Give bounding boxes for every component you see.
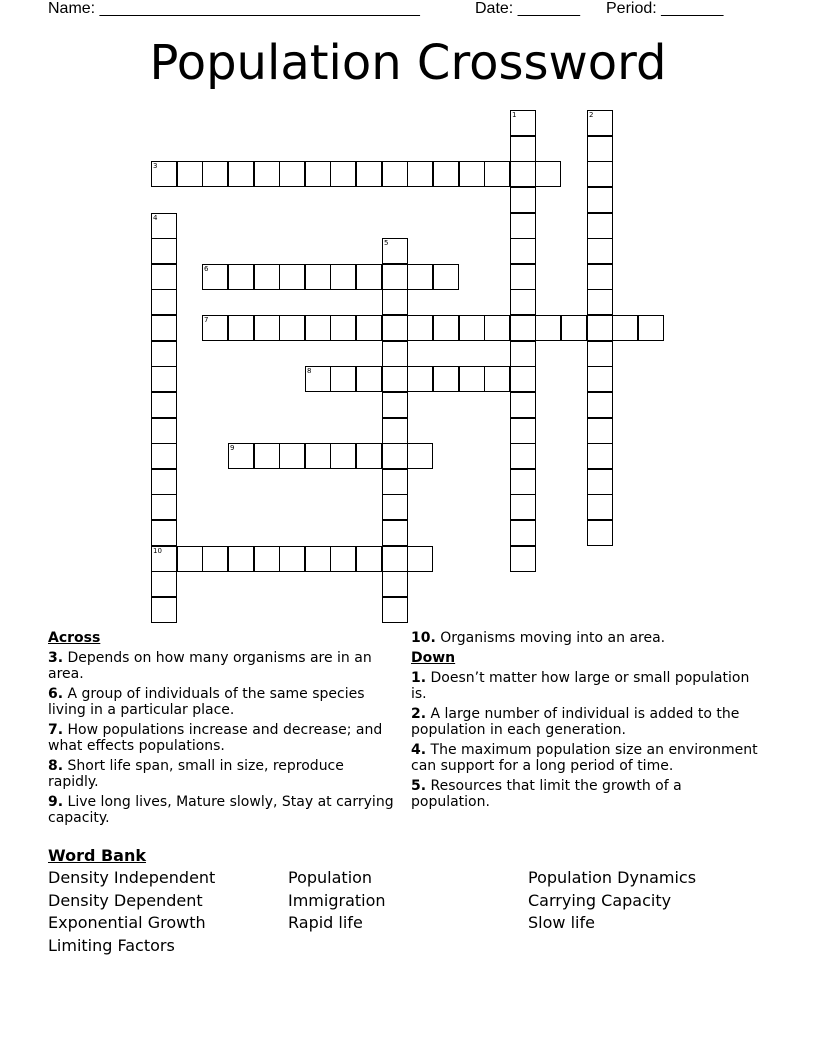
crossword-cell[interactable] <box>151 289 177 315</box>
word-bank-item: Rapid life <box>288 913 363 932</box>
crossword-cell[interactable] <box>382 546 408 572</box>
word-bank-item: Carrying Capacity <box>528 891 672 910</box>
word-bank-item: Exponential Growth <box>48 913 206 932</box>
crossword-cell[interactable] <box>407 315 433 341</box>
crossword-cell[interactable] <box>510 366 536 392</box>
crossword-cell[interactable] <box>587 366 613 392</box>
crossword-cell[interactable] <box>202 264 228 290</box>
crossword-cell[interactable] <box>202 161 228 187</box>
clue-across-7: 7. How populations increase and decrease; and what effects populations. <box>48 722 383 754</box>
crossword-cell[interactable] <box>510 341 536 367</box>
crossword-cell[interactable] <box>382 418 408 444</box>
crossword-cell[interactable] <box>356 161 382 187</box>
crossword-cell[interactable] <box>587 520 613 546</box>
crossword-cell[interactable] <box>587 418 613 444</box>
crossword-cell[interactable] <box>510 315 536 341</box>
clue-across-8: 8. Short life span, small in size, reproduce rapidly. <box>48 758 344 790</box>
crossword-cell[interactable] <box>382 341 408 367</box>
word-bank-item: Population <box>288 868 373 887</box>
clue-number: 7 <box>204 316 209 324</box>
crossword-cell[interactable] <box>433 366 459 392</box>
crossword-cell[interactable] <box>279 161 305 187</box>
crossword-cell[interactable] <box>587 187 613 213</box>
crossword-cell[interactable] <box>510 418 536 444</box>
crossword-cell[interactable] <box>587 289 613 315</box>
crossword-cell[interactable] <box>382 161 408 187</box>
crossword-cell[interactable] <box>382 315 408 341</box>
clue-down-4: 4. The maximum population size an environment can support for a long period of time. <box>411 742 758 774</box>
crossword-cell[interactable] <box>151 213 177 239</box>
crossword-cell[interactable] <box>382 366 408 392</box>
period-field[interactable]: Period: _______ <box>606 0 724 17</box>
crossword-cell[interactable] <box>305 366 331 392</box>
crossword-cell[interactable] <box>484 366 510 392</box>
crossword-cell[interactable] <box>151 520 177 546</box>
clue-number: 6 <box>204 265 209 273</box>
crossword-cell[interactable] <box>459 161 485 187</box>
word-bank-item: Population Dynamics <box>528 868 697 887</box>
crossword-cell[interactable] <box>202 315 228 341</box>
crossword-cell[interactable] <box>382 597 408 623</box>
crossword-cell[interactable] <box>228 315 254 341</box>
crossword-cell[interactable] <box>330 315 356 341</box>
crossword-cell[interactable] <box>151 546 177 572</box>
crossword-cell[interactable] <box>587 469 613 495</box>
crossword-cell[interactable] <box>305 546 331 572</box>
crossword-cell[interactable] <box>587 264 613 290</box>
crossword-cell[interactable] <box>254 546 280 572</box>
crossword-cell[interactable] <box>305 443 331 469</box>
crossword-cell[interactable] <box>587 443 613 469</box>
crossword-cell[interactable] <box>382 469 408 495</box>
crossword-cell[interactable] <box>356 546 382 572</box>
crossword-cell[interactable] <box>612 315 638 341</box>
crossword-cell[interactable] <box>356 366 382 392</box>
crossword-cell[interactable] <box>407 546 433 572</box>
crossword-cell[interactable] <box>587 315 613 341</box>
name-field[interactable]: Name: ____________________________________ <box>48 0 420 17</box>
crossword-cell[interactable] <box>151 161 177 187</box>
crossword-cell[interactable] <box>510 520 536 546</box>
crossword-cell[interactable] <box>151 418 177 444</box>
crossword-cell[interactable] <box>587 494 613 520</box>
crossword-cell[interactable] <box>279 546 305 572</box>
crossword-cell[interactable] <box>305 315 331 341</box>
crossword-cell[interactable] <box>484 315 510 341</box>
page-title: Population Crossword <box>149 35 667 91</box>
crossword-cell[interactable] <box>587 110 613 136</box>
crossword-cell[interactable] <box>382 494 408 520</box>
word-bank-item: Limiting Factors <box>48 936 175 955</box>
crossword-cell[interactable] <box>356 264 382 290</box>
crossword-cell[interactable] <box>382 392 408 418</box>
crossword-cell[interactable] <box>305 161 331 187</box>
clue-number: 3 <box>153 162 158 170</box>
crossword-cell[interactable] <box>587 238 613 264</box>
clue-down-5: 5. Resources that limit the growth of a population. <box>411 778 682 810</box>
crossword-cell[interactable] <box>510 443 536 469</box>
crossword-cell[interactable] <box>151 238 177 264</box>
crossword-cell[interactable] <box>382 571 408 597</box>
crossword-cell[interactable] <box>330 161 356 187</box>
crossword-cell[interactable] <box>382 289 408 315</box>
crossword-cell[interactable] <box>459 366 485 392</box>
crossword-cell[interactable] <box>510 546 536 572</box>
crossword-cell[interactable] <box>330 546 356 572</box>
crossword-cell[interactable] <box>510 213 536 239</box>
crossword-cell[interactable] <box>151 571 177 597</box>
crossword-cell[interactable] <box>561 315 587 341</box>
crossword-cell[interactable] <box>407 443 433 469</box>
word-bank-item: Immigration <box>288 891 386 910</box>
crossword-cell[interactable] <box>510 264 536 290</box>
crossword-cell[interactable] <box>382 264 408 290</box>
crossword-cell[interactable] <box>382 443 408 469</box>
crossword-cell[interactable] <box>202 546 228 572</box>
crossword-cell[interactable] <box>151 341 177 367</box>
crossword-cell[interactable] <box>279 315 305 341</box>
crossword-cell[interactable] <box>382 520 408 546</box>
crossword-cell[interactable] <box>535 315 561 341</box>
crossword-cell[interactable] <box>151 494 177 520</box>
crossword-cell[interactable] <box>151 469 177 495</box>
crossword-cell[interactable] <box>228 264 254 290</box>
word-bank-item: Slow life <box>528 913 595 932</box>
crossword-cell[interactable] <box>330 264 356 290</box>
crossword-cell[interactable] <box>356 315 382 341</box>
crossword-cell[interactable] <box>510 136 536 162</box>
clue-number: 8 <box>307 367 312 375</box>
crossword-cell[interactable] <box>407 264 433 290</box>
crossword-cell[interactable] <box>587 161 613 187</box>
crossword-cell[interactable] <box>587 341 613 367</box>
clue-number: 2 <box>589 111 594 119</box>
crossword-cell[interactable] <box>510 238 536 264</box>
crossword-cell[interactable] <box>587 136 613 162</box>
down-heading: Down <box>411 650 456 666</box>
clue-number: 5 <box>384 239 389 247</box>
crossword-cell[interactable] <box>459 315 485 341</box>
crossword-cell[interactable] <box>151 315 177 341</box>
crossword-cell[interactable] <box>279 443 305 469</box>
crossword-cell[interactable] <box>510 392 536 418</box>
crossword-cell[interactable] <box>510 469 536 495</box>
crossword-cell[interactable] <box>305 264 331 290</box>
crossword-cell[interactable] <box>510 494 536 520</box>
crossword-cell[interactable] <box>587 392 613 418</box>
clue-across-9: 9. Live long lives, Mature slowly, Stay at carrying capacity. <box>48 794 394 826</box>
crossword-cell[interactable] <box>407 366 433 392</box>
crossword-cell[interactable] <box>356 443 382 469</box>
clue-across-6: 6. A group of individuals of the same species living in a particular place. <box>48 686 365 718</box>
crossword-cell[interactable] <box>151 264 177 290</box>
clue-down-1: 1. Doesn’t matter how large or small population is. <box>411 670 750 702</box>
clue-down-2: 2. A large number of individual is added to the population in each generation. <box>411 706 740 738</box>
clue-number: 1 <box>512 111 517 119</box>
across-clues <box>48 630 398 830</box>
crossword-cell[interactable] <box>151 597 177 623</box>
crossword-cell[interactable] <box>484 161 510 187</box>
clue-across-10: 10. Organisms moving into an area. <box>411 630 666 646</box>
word-bank-item: Density Dependent <box>48 891 203 910</box>
crossword-cell[interactable] <box>330 366 356 392</box>
crossword-cell[interactable] <box>587 213 613 239</box>
crossword-cell[interactable] <box>433 264 459 290</box>
crossword-cell[interactable] <box>535 161 561 187</box>
clue-across-3: 3. Depends on how many organisms are in an area. <box>48 650 372 682</box>
clue-number: 9 <box>230 444 235 452</box>
crossword-cell[interactable] <box>254 161 280 187</box>
crossword-cell[interactable] <box>510 289 536 315</box>
crossword-cell[interactable] <box>228 443 254 469</box>
crossword-cell[interactable] <box>151 366 177 392</box>
crossword-cell[interactable] <box>382 238 408 264</box>
clue-number: 10 <box>153 547 162 555</box>
word-bank-heading: Word Bank <box>48 846 147 865</box>
crossword-cell[interactable] <box>151 392 177 418</box>
crossword-cell[interactable] <box>510 187 536 213</box>
crossword-cell[interactable] <box>228 546 254 572</box>
crossword-cell[interactable] <box>330 443 356 469</box>
crossword-cell[interactable] <box>407 161 433 187</box>
down-clues <box>411 630 761 814</box>
crossword-cell[interactable] <box>254 264 280 290</box>
crossword-cell[interactable] <box>254 443 280 469</box>
crossword-cell[interactable] <box>279 264 305 290</box>
crossword-cell[interactable] <box>254 315 280 341</box>
across-heading: Across <box>48 630 101 646</box>
clue-number: 4 <box>153 214 158 222</box>
crossword-cell[interactable] <box>228 161 254 187</box>
crossword-cell[interactable] <box>151 443 177 469</box>
crossword-cell[interactable] <box>433 315 459 341</box>
crossword-cell[interactable] <box>510 110 536 136</box>
crossword-cell[interactable] <box>433 161 459 187</box>
crossword-cell[interactable] <box>510 161 536 187</box>
crossword-cell[interactable] <box>638 315 664 341</box>
crossword-cell[interactable] <box>177 546 203 572</box>
crossword-cell[interactable] <box>177 161 203 187</box>
date-field[interactable]: Date: _______ <box>475 0 580 17</box>
word-bank-item: Density Independent <box>48 868 216 887</box>
